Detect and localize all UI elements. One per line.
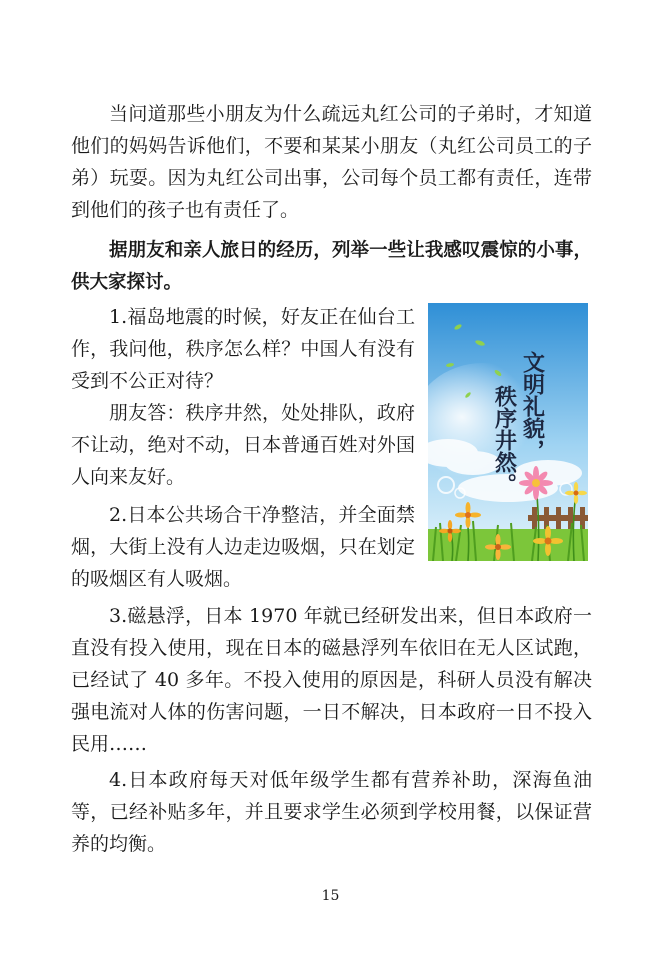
paragraph-item-1: 1.福岛地震的时候，好友正在仙台工作，我问他，秩序怎么样？中国人有没有受到不公正对待？: [71, 306, 415, 392]
civility-poster-image: [428, 303, 588, 561]
paragraph-item-2: 2.日本公共场合干净整洁，并全面禁烟，大街上没有人边走边吸烟，只在划定的吸烟区有人吸烟。: [71, 504, 415, 590]
paragraph-item-4: 4.日本政府每天对低年级学生都有营养补助，深海鱼油等，已经补贴多年，并且要求学生必须到学校用餐，以保证营养的均衡。: [71, 769, 592, 855]
paragraph-friend-answer: 朋友答：秩序井然，处处排队，政府不让动，绝对不动，日本普通百姓对外国人向来友好。: [71, 402, 415, 488]
paragraph-item-3: 3.磁悬浮，日本 1970 年就已经研发出来，但日本政府一直没有投入使用，现在日本的磁悬浮列车依旧在无人区试跑，已经试了 40 多年。不投入使用的原因是，科研人员没有解决强电流对人体的伤害问题，一日不解决，日本政府一日不投入民用……: [71, 605, 592, 755]
poster-text-line-1: 文明礼貌，: [519, 351, 545, 461]
poster-illustration: [428, 303, 588, 561]
poster-text-line-2: 秩序井然。: [491, 385, 517, 495]
page-number: 15: [321, 888, 340, 904]
paragraph-1: 当问道那些小朋友为什么疏远丸红公司的子弟时，才知道他们的妈妈告诉他们，不要和某某小朋友（丸红公司员工的子弟）玩耍。因为丸红公司出事，公司每个员工都有责任，连带到他们的孩子也有责任了。: [71, 103, 592, 221]
paragraph-2: 据朋友和亲人旅日的经历，列举一些让我感叹震惊的小事，供大家探讨。: [71, 240, 592, 293]
